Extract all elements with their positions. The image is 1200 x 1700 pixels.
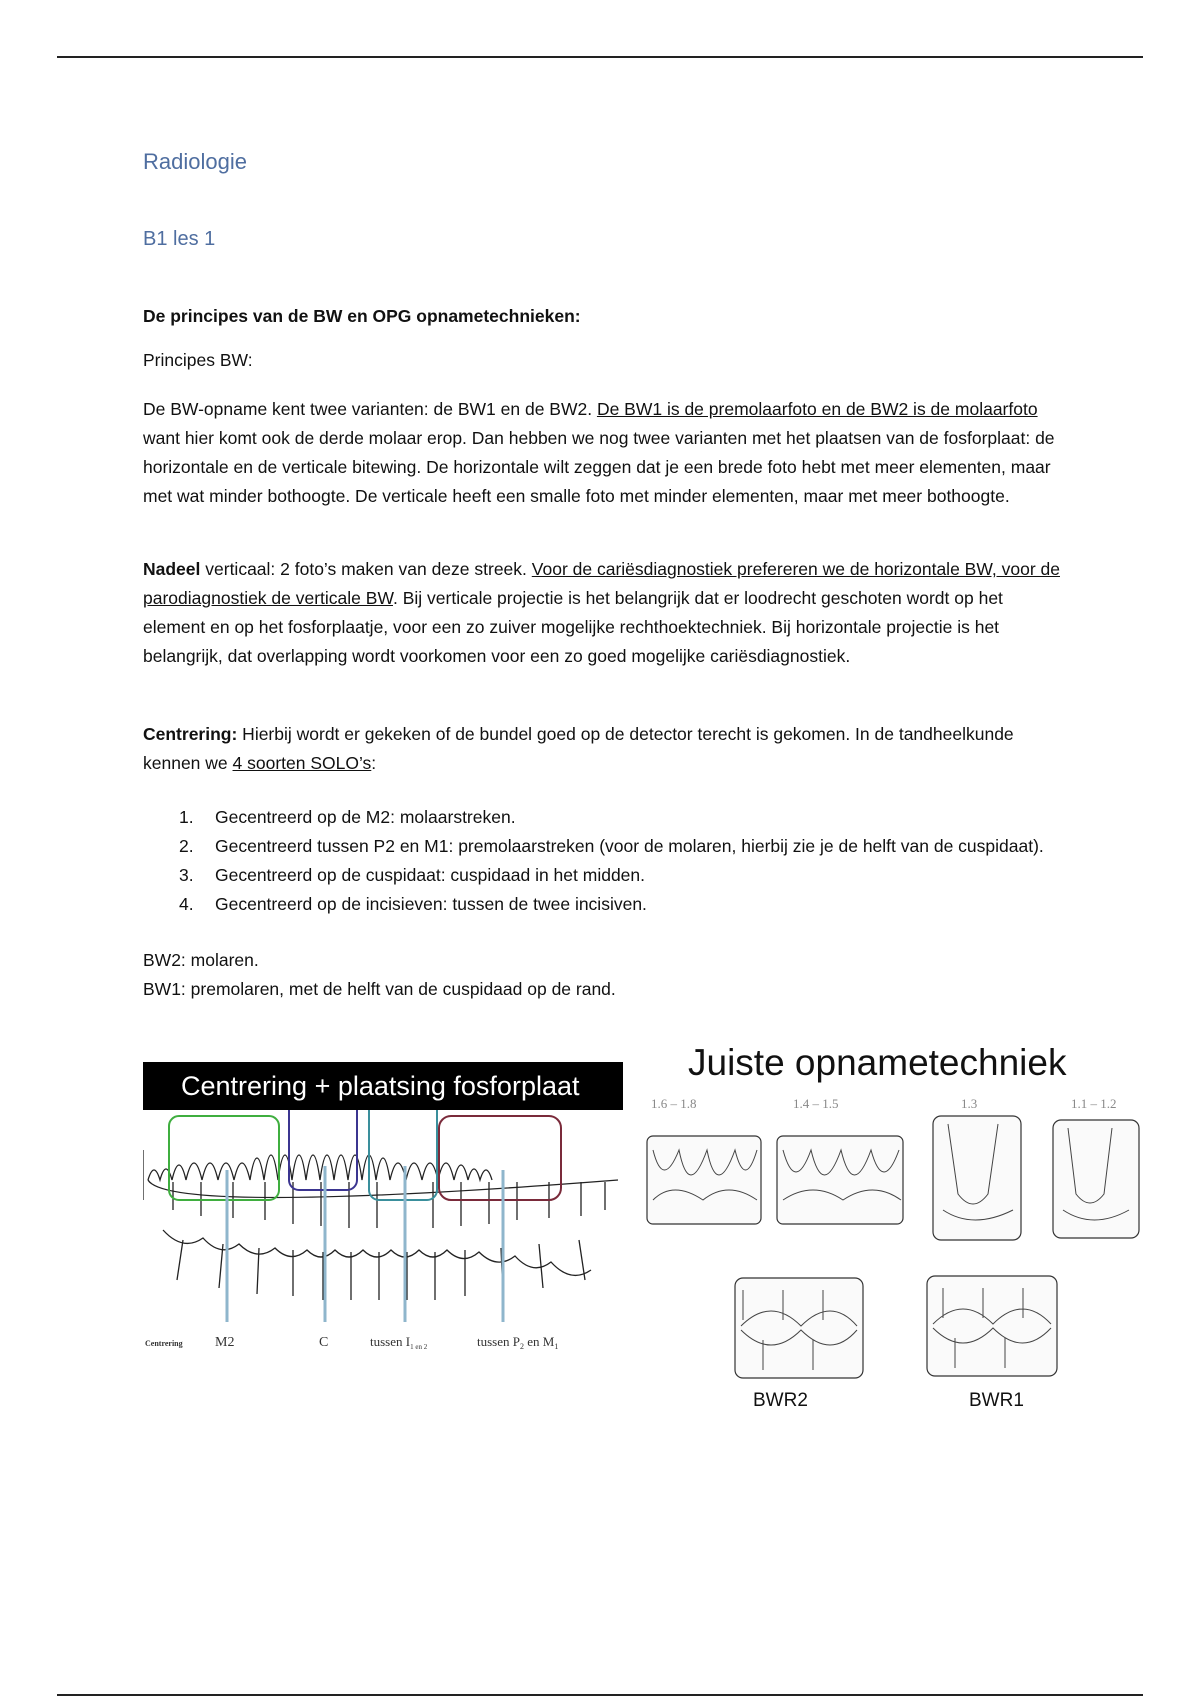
list-text: Gecentreerd op de M2: molaarstreken. — [215, 807, 516, 827]
label-m2: M2 — [215, 1335, 235, 1350]
list-number: 1. — [179, 807, 194, 827]
note-bw2: BW2: molaren. — [143, 950, 259, 970]
dental-arch-illustration — [143, 1110, 623, 1372]
list-number: 2. — [179, 836, 194, 856]
text-run: want hier komt ook de derde molaar erop. Dan hebben we nog twee varianten met het plaatsen van de fosforplaat: de horizontale en de verticale bitewing. De horizontale wilt zeggen dat je een brede foto hebt met meer elementen, maar met wat minder bothoogte. De verticale heeft een smalle foto met minder elementen, maar met meer bothoogte. — [143, 428, 1055, 506]
list-number: 4. — [179, 894, 194, 914]
bold-run: Centrering: — [143, 724, 238, 744]
paragraph-centering — [143, 720, 1063, 778]
label-subscript: 2 — [519, 1342, 524, 1351]
text-run: verticaal: 2 foto’s maken van deze streek. — [200, 559, 532, 579]
text-run: . Bij verticale projectie is het belangrijk dat er loodrecht geschoten wordt op het element en op het fosforplaatje, voor een zo zuiver mogelijke rechthoektechniek. Bij horizontale projectie is het belangrijk, dat overlapping wordt voorkomen voor een zo goed mogelijke cariësdiagnostiek. — [143, 588, 1003, 666]
label-subscript: 1 en 2 — [410, 1343, 428, 1351]
film-molar — [647, 1136, 761, 1224]
label-tussen-i — [370, 1334, 428, 1351]
header-rule — [57, 56, 1143, 58]
paragraph-disadvantage — [143, 555, 1063, 671]
technique-figure — [643, 1040, 1143, 1420]
section-heading: De principes van de BW en OPG opnametechnieken: — [143, 306, 581, 326]
film-bwr1 — [927, 1276, 1057, 1376]
premolar-box — [439, 1116, 561, 1200]
solo-list — [143, 803, 1063, 919]
cuspid-box — [289, 1110, 357, 1190]
label-bwr2: BWR2 — [753, 1390, 808, 1411]
label-bwr1: BWR1 — [969, 1390, 1024, 1411]
label-text: tussen P — [477, 1334, 520, 1349]
note-bw1: BW1: premolaren, met de helft van de cuspidaad op de rand. — [143, 979, 616, 999]
lesson-subtitle: B1 les 1 — [143, 228, 216, 250]
range-label: 1.1 – 1.2 — [1071, 1096, 1117, 1111]
label-subscript: 1 — [554, 1342, 559, 1351]
text-run: De BW-opname kent twee varianten: de BW1 en de BW2. — [143, 399, 597, 419]
radiograph-illustrations — [643, 1090, 1143, 1400]
list-item — [143, 803, 1063, 832]
molar-box — [169, 1116, 279, 1200]
list-number: 3. — [179, 865, 194, 885]
label-tussen-p2-m1 — [477, 1334, 558, 1351]
incisor-box — [369, 1110, 437, 1200]
film-bwr2 — [735, 1278, 863, 1378]
list-text: Gecentreerd tussen P2 en M1: premolaarstreken (voor de molaren, hierbij zie je de helft van de cuspidaat). — [215, 836, 1044, 856]
label-text: en M — [523, 1334, 555, 1349]
figure-title: Juiste opnametechniek — [688, 1042, 1067, 1083]
range-label: 1.3 — [961, 1096, 978, 1111]
document-title: Radiologie — [143, 149, 247, 174]
bw-notes — [143, 946, 616, 1004]
underlined-run: Voor de cariësdiagnostiek prefereren we de horizontale BW, voor de parodiagnostiek de verticale BW — [143, 559, 1060, 608]
list-text: Gecentreerd op de cuspidaat: cuspidaad in het midden. — [215, 865, 646, 885]
footer-rule — [57, 1694, 1143, 1696]
film-cuspid — [933, 1116, 1021, 1240]
film-premolar — [777, 1136, 903, 1224]
list-item — [143, 890, 1063, 919]
text-run: : — [371, 753, 377, 773]
principles-label: Principes BW: — [143, 350, 253, 370]
list-item — [143, 832, 1063, 861]
list-text: Gecentreerd op de incisieven: tussen de twee incisiven. — [215, 894, 647, 914]
figure-banner: Centrering + plaatsing fosforplaat — [143, 1062, 623, 1110]
text-run: Hierbij wordt er gekeken of de bundel goed op de detector terecht is gekomen. In de tandheelkunde kennen we — [143, 724, 1014, 773]
centering-figure — [143, 1062, 623, 1372]
range-label: 1.4 – 1.5 — [793, 1096, 839, 1111]
underlined-run: 4 soorten SOLO’s — [232, 753, 372, 773]
bold-run: Nadeel — [143, 559, 201, 579]
label-c: C — [319, 1335, 329, 1350]
range-label: 1.6 – 1.8 — [651, 1096, 697, 1111]
label-text: tussen I — [370, 1334, 411, 1349]
centering-side-label: Centrering — [145, 1339, 183, 1348]
paragraph-bw-variants — [143, 395, 1063, 511]
underlined-run: De BW1 is de premolaarfoto en de BW2 is de molaarfoto — [596, 399, 1038, 419]
upper-teeth — [143, 1150, 618, 1228]
list-item — [143, 861, 1063, 890]
